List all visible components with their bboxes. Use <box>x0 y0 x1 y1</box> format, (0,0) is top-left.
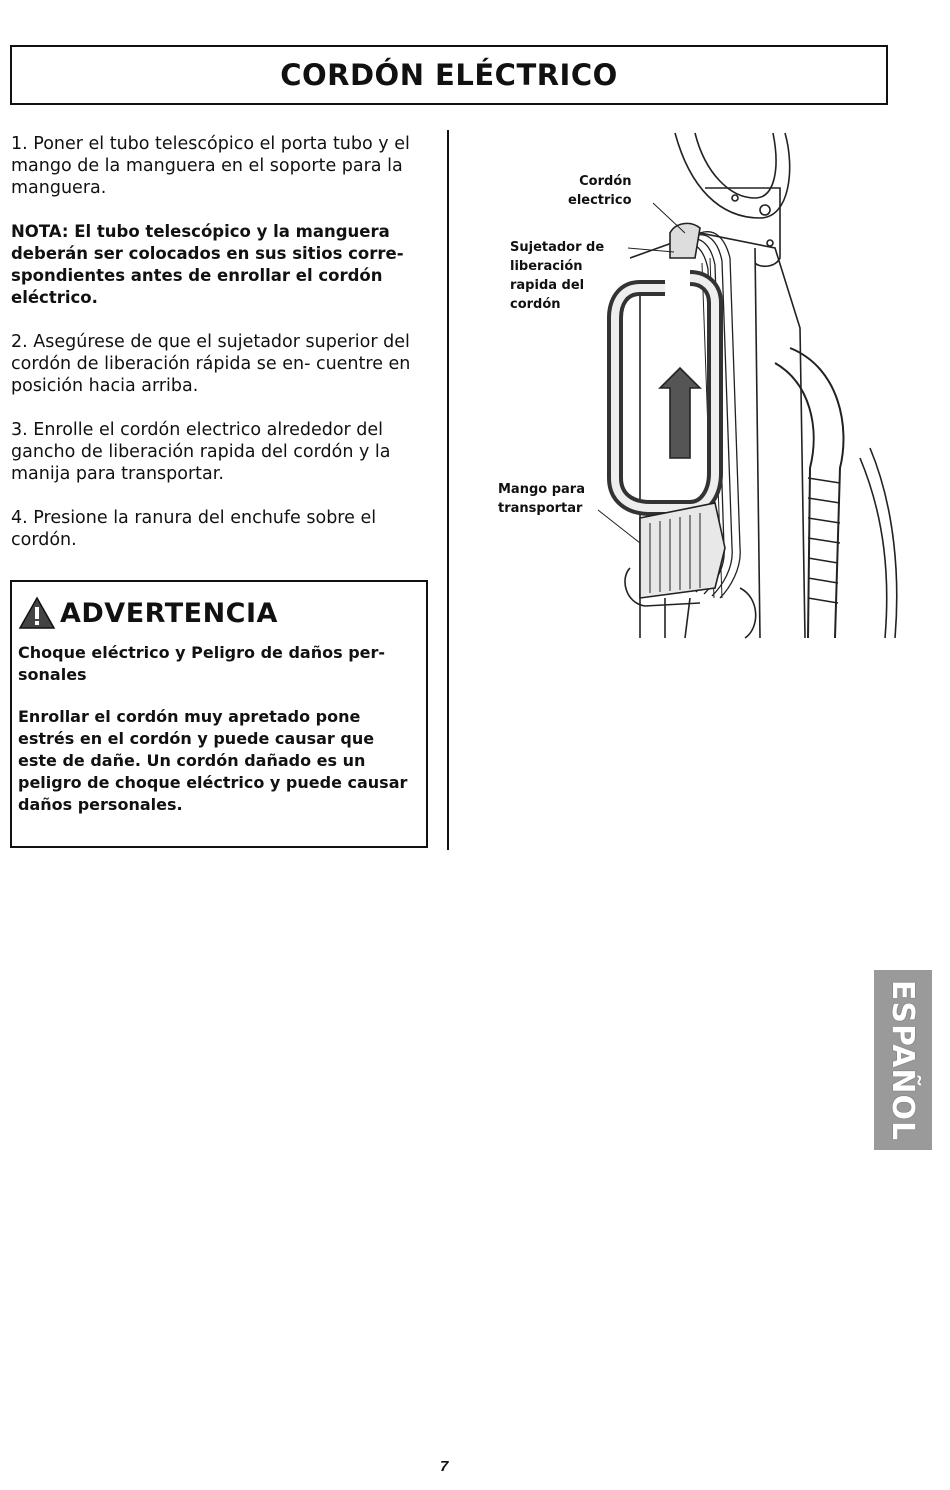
language-tab <box>874 970 932 1150</box>
page-title: CORDÓN ELÉCTRICO <box>280 58 618 92</box>
page-number: 7 <box>440 1458 449 1475</box>
warning-subtitle: Choque eléctrico y Peligro de daños per- sonales <box>18 643 386 684</box>
instructions-column <box>11 133 426 573</box>
callout-handle-line-2: transportar <box>498 501 583 516</box>
vacuum-illustration <box>490 128 900 648</box>
callout-clip-line-1: Sujetador de <box>510 240 605 255</box>
callout-clip-line-3: rapida del <box>510 278 585 293</box>
language-tab-label: ESPAÑOL <box>885 979 921 1141</box>
step-2: 2. Asegúrese de que el sujetador superior del cordón de liberación rápida se en- cuentre en posición hacia arriba. <box>11 332 411 396</box>
callout-handle-line-1: Mango para <box>498 482 585 497</box>
column-divider <box>447 130 449 850</box>
cord-wrap-illustration <box>490 128 900 648</box>
warning-header <box>18 596 418 630</box>
warning-body: Enrollar el cordón muy apretado pone estrés en el cordón y puede causar que este de dañe. Un cordón dañado es un peligro de choque eléctrico y puede causar daños personales. <box>18 707 408 814</box>
callout-cord-line-1: Cordón <box>579 174 632 189</box>
warning-triangle-icon <box>18 596 56 630</box>
step-1: 1. Poner el tubo telescópico el porta tubo y el mango de la manguera en el soporte para la manguera. <box>11 134 410 198</box>
step-4: 4. Presione la ranura del enchufe sobre el cordón. <box>11 508 377 550</box>
step-3: 3. Enrolle el cordón electrico alrededor del gancho de liberación rapida del cordón y la manija para transportar. <box>11 420 391 484</box>
callout-clip <box>510 238 604 314</box>
callout-cord-line-2: electrico <box>568 193 632 208</box>
warning-heading: ADVERTENCIA <box>60 597 278 629</box>
title-box <box>10 45 888 105</box>
callout-clip-line-2: liberación <box>510 259 583 274</box>
warning-box <box>10 580 428 848</box>
note: NOTA: El tubo telescópico y la manguera deberán ser colocados en sus sitios corre- spondientes antes de enrollar el cordón eléctrico. <box>11 222 404 307</box>
callout-clip-line-4: cordón <box>510 297 561 312</box>
callout-handle <box>498 480 585 518</box>
callout-cord <box>568 172 632 210</box>
